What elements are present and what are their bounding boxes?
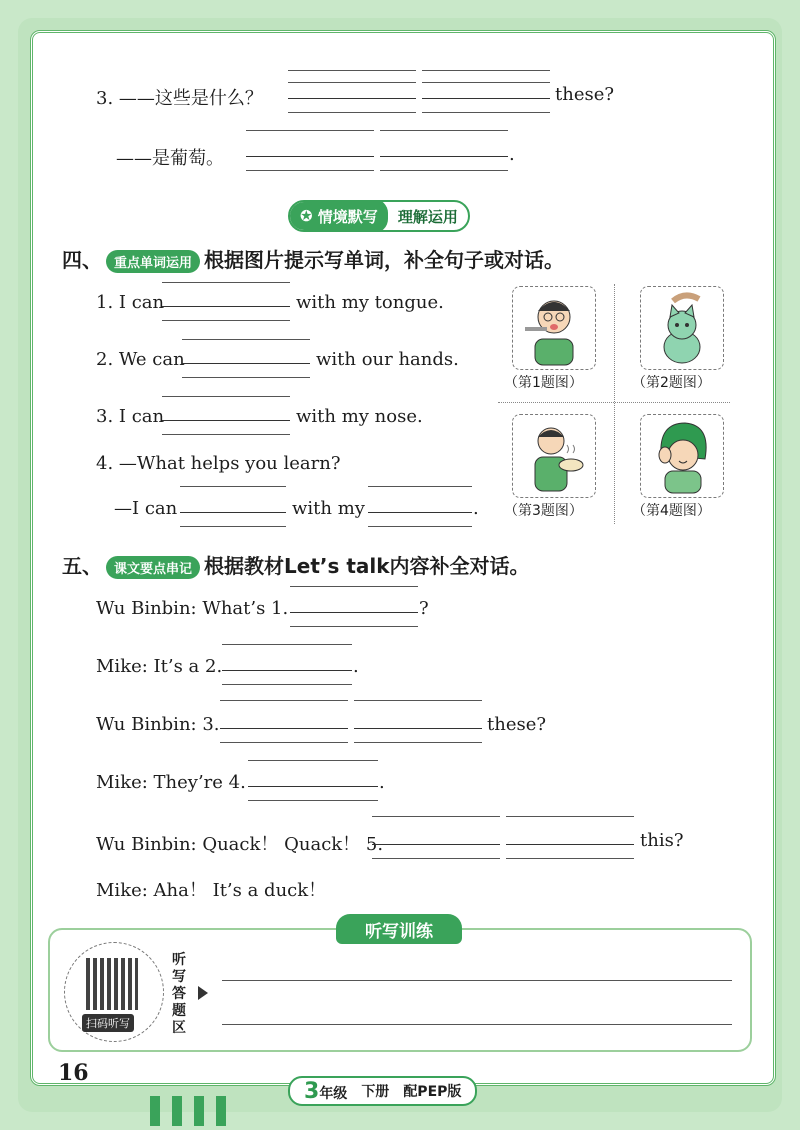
- guide-line: [380, 130, 508, 131]
- banner-left: 情境默写: [317, 207, 378, 226]
- guide-line: [162, 320, 290, 321]
- guide-line: [222, 644, 352, 645]
- answer-blank[interactable]: [506, 844, 634, 845]
- guide-line: [506, 816, 634, 817]
- medal-icon: ✪: [300, 207, 318, 225]
- dialogue-line: Wu Binbin: What’s 1.: [96, 598, 289, 619]
- dialogue-tail: these?: [487, 714, 547, 735]
- item-question: 4. —What helps you learn?: [96, 453, 341, 474]
- guide-line: [290, 626, 418, 627]
- guide-line: [368, 526, 472, 527]
- arrow-right-icon: [198, 986, 208, 1000]
- q3-question: 3. ——这些是什么？: [96, 88, 263, 109]
- answer-blank[interactable]: [372, 844, 500, 845]
- qr-code-icon[interactable]: [86, 958, 138, 1010]
- guide-line: [182, 377, 310, 378]
- guide-line: [248, 760, 378, 761]
- guide-line: [380, 170, 508, 171]
- section-tag: 重点单词运用: [106, 250, 200, 273]
- dictation-line[interactable]: [222, 980, 732, 981]
- guide-line: [222, 684, 352, 685]
- picture-caption: （第1题图）: [504, 375, 583, 391]
- guide-line: [220, 700, 348, 701]
- guide-line: [354, 700, 482, 701]
- decorative-bars: [150, 1096, 230, 1126]
- dialogue-tail: this?: [640, 830, 684, 851]
- dialogue-line: Wu Binbin: 3.: [96, 714, 220, 735]
- dialogue-line: Wu Binbin: Quack！ Quack！ 5.: [96, 834, 384, 855]
- picture-smell: [512, 414, 596, 498]
- guide-line: [180, 526, 286, 527]
- picture-caption: （第3题图）: [504, 503, 583, 519]
- item-suffix: .: [473, 498, 479, 519]
- item-suffix: with my nose.: [296, 406, 423, 427]
- dialogue-tail: .: [353, 656, 359, 677]
- grade-label: 年级: [319, 1085, 348, 1102]
- answer-blank[interactable]: [182, 363, 310, 364]
- answer-blank[interactable]: [222, 670, 352, 671]
- guide-line: [288, 112, 416, 113]
- page-number: 16: [58, 1060, 89, 1086]
- dictation-line[interactable]: [222, 1024, 732, 1025]
- section-5-heading: [62, 550, 530, 579]
- guide-line: [288, 82, 416, 83]
- section-banner: [288, 200, 470, 232]
- guide-line: [290, 586, 418, 587]
- dialogue-line: Mike: Aha！ It’s a duck！: [96, 880, 327, 901]
- answer-blank[interactable]: [162, 306, 290, 307]
- period: .: [509, 144, 515, 165]
- item-prefix: 3. I can: [96, 406, 165, 427]
- guide-line: [220, 742, 348, 743]
- guide-line: [422, 70, 550, 71]
- picture-caption: （第2题图）: [632, 375, 711, 391]
- guide-line: [422, 82, 550, 83]
- dictation-tab: 听写训练: [336, 914, 462, 944]
- edition-label: 配PEP版: [403, 1084, 462, 1100]
- scan-label: 扫码听写: [82, 1014, 134, 1032]
- term-label: 下册: [361, 1084, 390, 1100]
- book-footer: [288, 1076, 477, 1106]
- guide-line: [248, 800, 378, 801]
- section-instruction: 根据教材Let’s talk内容补全对话。: [204, 554, 530, 578]
- answer-blank[interactable]: [220, 728, 348, 729]
- guide-line: [422, 112, 550, 113]
- dialogue-tail: ?: [419, 598, 429, 619]
- guide-line: [372, 816, 500, 817]
- grid-divider: [498, 402, 730, 403]
- section-tag: 课文要点串记: [106, 556, 200, 579]
- guide-line: [162, 396, 290, 397]
- q3-answer: ——是葡萄。: [116, 148, 224, 169]
- item-prefix: 1. I can: [96, 292, 165, 313]
- picture-cat: [640, 286, 724, 370]
- answer-blank[interactable]: [246, 156, 374, 157]
- picture-ears: [640, 414, 724, 498]
- q3-tail: these?: [555, 84, 615, 105]
- banner-right: 理解运用: [397, 207, 458, 226]
- item-suffix: with our hands.: [316, 349, 459, 370]
- guide-line: [246, 130, 374, 131]
- guide-line: [180, 486, 286, 487]
- guide-line: [372, 858, 500, 859]
- guide-line: [182, 339, 310, 340]
- answer-blank[interactable]: [180, 512, 286, 513]
- answer-blank[interactable]: [354, 728, 482, 729]
- grid-divider: [614, 284, 615, 524]
- answer-blank[interactable]: [422, 98, 550, 99]
- dialogue-tail: .: [379, 772, 385, 793]
- answer-blank[interactable]: [380, 156, 508, 157]
- item-prefix: 2. We can: [96, 349, 185, 370]
- answer-blank[interactable]: [368, 512, 472, 513]
- answer-area-label: 听写答题区: [172, 952, 186, 1036]
- section-instruction: 根据图片提示写单词，补全句子或对话。: [204, 248, 565, 272]
- guide-line: [288, 70, 416, 71]
- answer-blank[interactable]: [290, 612, 418, 613]
- grade-number: 3: [304, 1078, 320, 1104]
- guide-line: [506, 858, 634, 859]
- section-number: 五、: [62, 554, 102, 578]
- answer-blank[interactable]: [162, 420, 290, 421]
- section-4-heading: [62, 244, 564, 273]
- section-number: 四、: [62, 248, 102, 272]
- guide-line: [354, 742, 482, 743]
- dialogue-line: Mike: They’re 4.: [96, 772, 246, 793]
- guide-line: [368, 486, 472, 487]
- picture-caption: （第4题图）: [632, 503, 711, 519]
- item-suffix: with my tongue.: [296, 292, 444, 313]
- picture-tongue: [512, 286, 596, 370]
- dialogue-line: Mike: It’s a 2.: [96, 656, 223, 677]
- guide-line: [246, 170, 374, 171]
- answer-blank[interactable]: [288, 98, 416, 99]
- item-prefix: —I can: [114, 498, 178, 519]
- guide-line: [162, 434, 290, 435]
- answer-blank[interactable]: [248, 786, 378, 787]
- guide-line: [162, 282, 290, 283]
- item-mid: with my: [292, 498, 365, 519]
